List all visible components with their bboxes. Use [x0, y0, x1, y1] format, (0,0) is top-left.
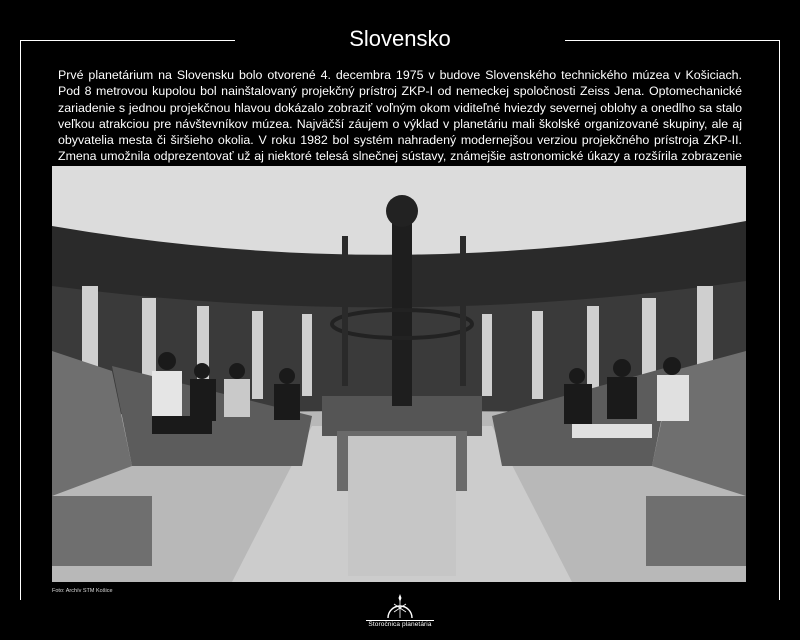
footer-logo [358, 590, 442, 634]
article-text: Prvé planetárium na Slovensku bolo otvorené 4. decembra 1975 v budove Slovenského technického múzea v Košiciach. Pod 8 metrovou kupolou bol nainštalovaný projekčný prístroj ZKP-I od nemeckej spoločnosti Zeiss Jena. Optomechanické zariadenie s jednou projekčnou hlavou dokázalo zobraziť voľným okom viditeľné hviezdy severnej oblohy a onedlho sa stalo veľkou atrakciou pre návštevníkov múzea. Najväčší záujem o výklad v planetáriu mali školské organizované skupiny, ale aj obyvatelia mesta či širšieho okolia. V roku 1982 bol systém nahradený modernejšou verziou projekčného prístroja ZKP-II. Zmena umožnila odprezentovať už aj niektoré telesá slnečnej sústavy, známejšie astronomické úkazy a rozšírila zobrazenie [58, 68, 742, 164]
photo-credit: Foto: Archív STM Košice [52, 588, 113, 594]
historical-photo [52, 166, 746, 582]
planetarium-dome-star-icon [358, 590, 442, 620]
frame-left-edge [20, 40, 21, 600]
page-title: Slovensko [349, 26, 451, 51]
planetarium-interior-photo [52, 166, 746, 582]
title-rule-left [20, 40, 235, 41]
logo-label: Storočnica planetária [368, 621, 432, 628]
title-rule-right [565, 40, 780, 41]
frame-right-edge [779, 40, 780, 600]
